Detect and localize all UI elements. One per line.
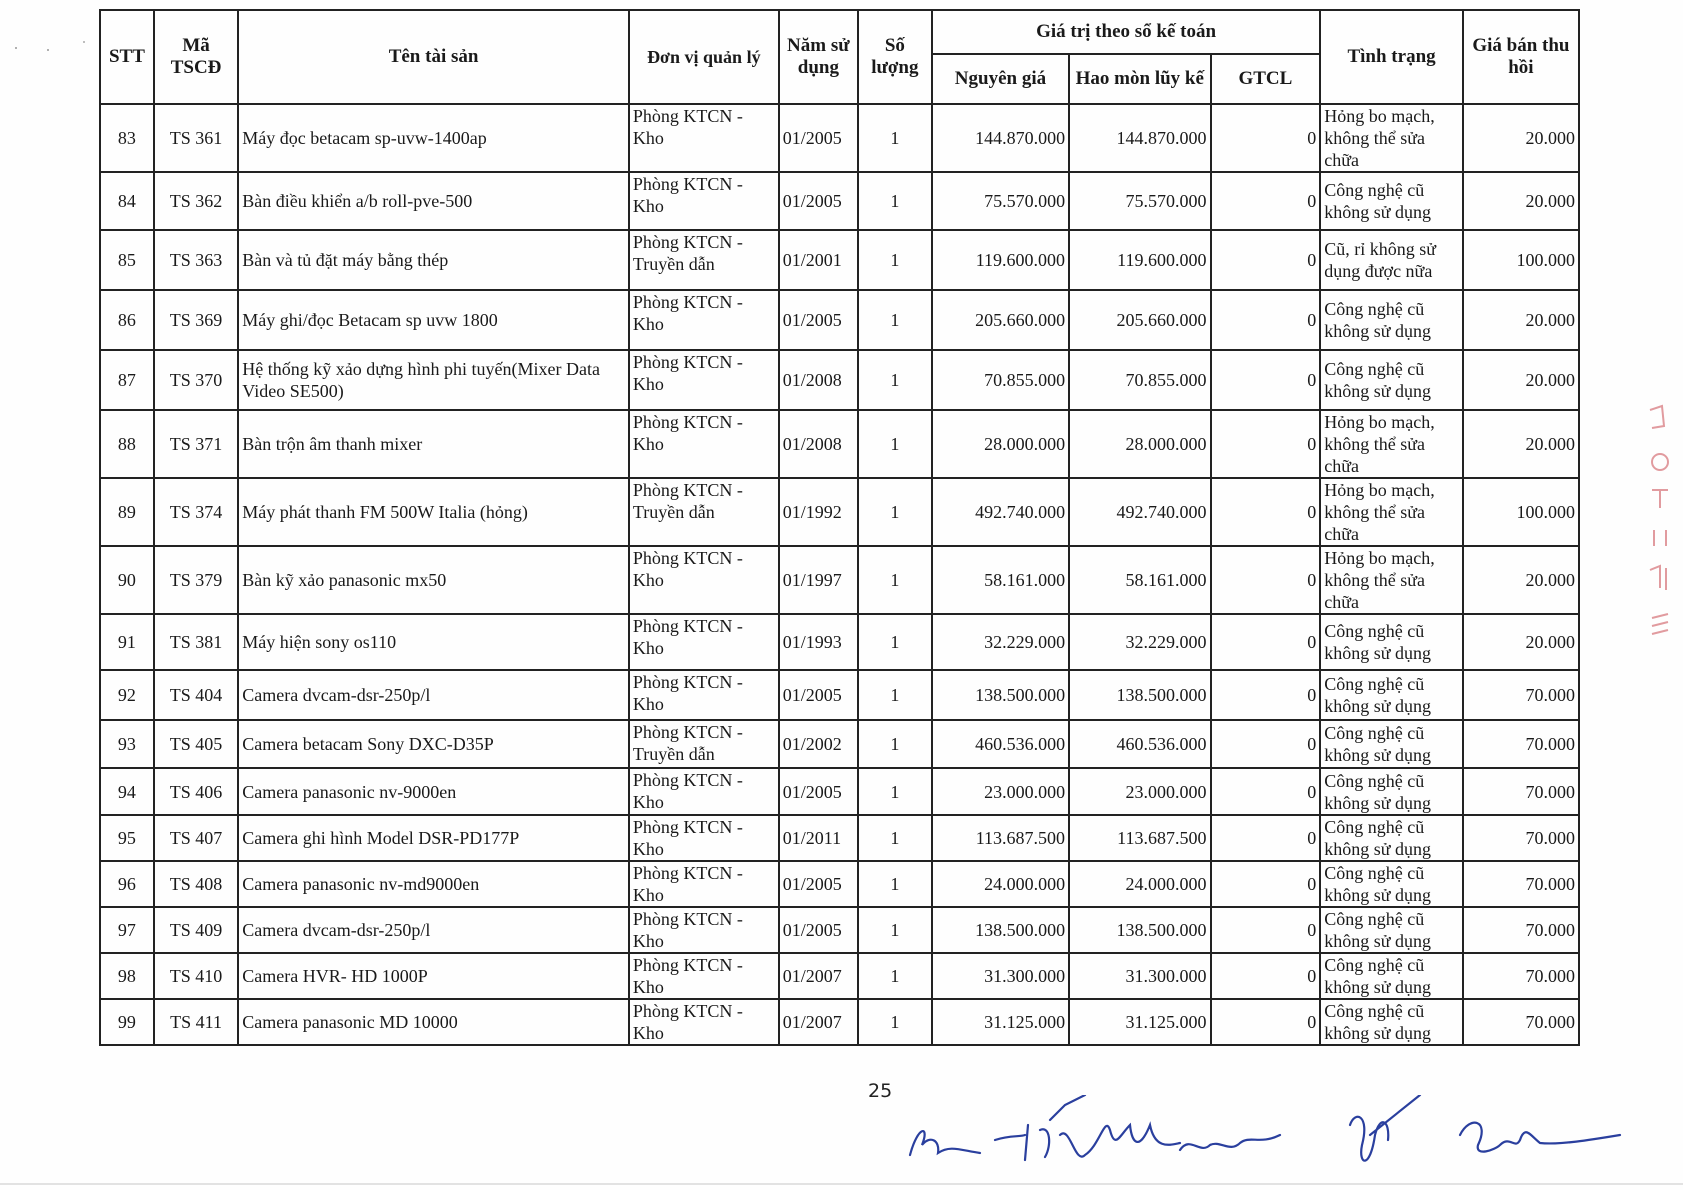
cell-gtcl: 0 xyxy=(1211,815,1321,861)
cell-stt: 97 xyxy=(100,907,154,953)
cell-gtcl: 0 xyxy=(1211,546,1321,614)
cell-asset-name: Máy đọc betacam sp-uvw-1400ap xyxy=(238,104,629,172)
cell-management-unit: Phòng KTCN - Kho xyxy=(629,350,779,410)
cell-accumulated-depreciation: 113.687.500 xyxy=(1069,815,1210,861)
cell-original-cost: 23.000.000 xyxy=(932,768,1069,815)
cell-original-cost: 138.500.000 xyxy=(932,670,1069,720)
signature-2 xyxy=(995,1095,1085,1160)
cell-original-cost: 492.740.000 xyxy=(932,478,1069,546)
table-row xyxy=(100,815,1579,861)
cell-accumulated-depreciation: 144.870.000 xyxy=(1069,104,1210,172)
cell-stt: 96 xyxy=(100,861,154,907)
cell-original-cost: 75.570.000 xyxy=(932,172,1069,230)
table-row xyxy=(100,230,1579,290)
cell-year-of-use: 01/2005 xyxy=(779,768,858,815)
cell-accumulated-depreciation: 24.000.000 xyxy=(1069,861,1210,907)
cell-asset-name: Bàn trộn âm thanh mixer xyxy=(238,410,629,478)
cell-sale-price: 70.000 xyxy=(1463,768,1579,815)
table-row xyxy=(100,478,1579,546)
cell-management-unit: Phòng KTCN - Kho xyxy=(629,546,779,614)
cell-original-cost: 24.000.000 xyxy=(932,861,1069,907)
signature-6 xyxy=(1460,1123,1620,1152)
cell-original-cost: 138.500.000 xyxy=(932,907,1069,953)
cell-original-cost: 32.229.000 xyxy=(932,614,1069,670)
cell-status: Công nghệ cũ không sử dụng xyxy=(1320,768,1463,815)
cell-quantity: 1 xyxy=(858,953,932,999)
cell-asset-name: Camera panasonic MD 10000 xyxy=(238,999,629,1045)
cell-sale-price: 70.000 xyxy=(1463,907,1579,953)
cell-stt: 86 xyxy=(100,290,154,350)
cell-original-cost: 31.125.000 xyxy=(932,999,1069,1045)
cell-accumulated-depreciation: 28.000.000 xyxy=(1069,410,1210,478)
cell-quantity: 1 xyxy=(858,907,932,953)
cell-original-cost: 205.660.000 xyxy=(932,290,1069,350)
cell-quantity: 1 xyxy=(858,720,932,768)
cell-management-unit: Phòng KTCN - Truyền dẫn xyxy=(629,720,779,768)
header-gtcl: GTCL xyxy=(1211,54,1321,104)
cell-asset-code: TS 363 xyxy=(154,230,238,290)
cell-stt: 85 xyxy=(100,230,154,290)
table-row xyxy=(100,172,1579,230)
cell-management-unit: Phòng KTCN - Kho xyxy=(629,861,779,907)
cell-gtcl: 0 xyxy=(1211,290,1321,350)
cell-gtcl: 0 xyxy=(1211,670,1321,720)
cell-asset-name: Bàn điều khiển a/b roll-pve-500 xyxy=(238,172,629,230)
cell-sale-price: 70.000 xyxy=(1463,861,1579,907)
table-row xyxy=(100,907,1579,953)
cell-stt: 95 xyxy=(100,815,154,861)
cell-year-of-use: 01/2005 xyxy=(779,290,858,350)
cell-status: Công nghệ cũ không sử dụng xyxy=(1320,172,1463,230)
signature-4 xyxy=(1180,1135,1280,1150)
cell-year-of-use: 01/2007 xyxy=(779,953,858,999)
cell-sale-price: 100.000 xyxy=(1463,478,1579,546)
cell-year-of-use: 01/2008 xyxy=(779,350,858,410)
cell-stt: 89 xyxy=(100,478,154,546)
scan-speck-marks xyxy=(10,40,90,60)
cell-asset-name: Hệ thống kỹ xảo dựng hình phi tuyến(Mixer Data Video SE500) xyxy=(238,350,629,410)
cell-stt: 99 xyxy=(100,999,154,1045)
table-row xyxy=(100,670,1579,720)
cell-management-unit: Phòng KTCN - Kho xyxy=(629,815,779,861)
cell-sale-price: 20.000 xyxy=(1463,546,1579,614)
cell-year-of-use: 01/1993 xyxy=(779,614,858,670)
cell-asset-code: TS 374 xyxy=(154,478,238,546)
cell-year-of-use: 01/2011 xyxy=(779,815,858,861)
cell-quantity: 1 xyxy=(858,861,932,907)
stamp-fragment-icon xyxy=(1640,400,1680,640)
cell-quantity: 1 xyxy=(858,478,932,546)
cell-accumulated-depreciation: 31.300.000 xyxy=(1069,953,1210,999)
header-sale-price: Giá bán thu hồi xyxy=(1463,10,1579,104)
cell-year-of-use: 01/1997 xyxy=(779,546,858,614)
cell-status: Hỏng bo mạch, không thể sửa chữa xyxy=(1320,478,1463,546)
cell-stt: 84 xyxy=(100,172,154,230)
cell-management-unit: Phòng KTCN - Truyền dẫn xyxy=(629,478,779,546)
cell-accumulated-depreciation: 75.570.000 xyxy=(1069,172,1210,230)
cell-status: Công nghệ cũ không sử dụng xyxy=(1320,290,1463,350)
cell-stt: 91 xyxy=(100,614,154,670)
cell-stt: 92 xyxy=(100,670,154,720)
cell-asset-code: TS 369 xyxy=(154,290,238,350)
cell-gtcl: 0 xyxy=(1211,614,1321,670)
cell-accumulated-depreciation: 119.600.000 xyxy=(1069,230,1210,290)
cell-management-unit: Phòng KTCN - Kho xyxy=(629,104,779,172)
cell-management-unit: Phòng KTCN - Kho xyxy=(629,999,779,1045)
cell-gtcl: 0 xyxy=(1211,720,1321,768)
cell-asset-code: TS 408 xyxy=(154,861,238,907)
cell-asset-name: Camera dvcam-dsr-250p/l xyxy=(238,670,629,720)
cell-management-unit: Phòng KTCN - Kho xyxy=(629,290,779,350)
cell-stt: 87 xyxy=(100,350,154,410)
cell-status: Công nghệ cũ không sử dụng xyxy=(1320,953,1463,999)
cell-asset-code: TS 361 xyxy=(154,104,238,172)
cell-year-of-use: 01/2005 xyxy=(779,172,858,230)
cell-asset-code: TS 404 xyxy=(154,670,238,720)
cell-stt: 90 xyxy=(100,546,154,614)
cell-accumulated-depreciation: 460.536.000 xyxy=(1069,720,1210,768)
cell-accumulated-depreciation: 23.000.000 xyxy=(1069,768,1210,815)
cell-gtcl: 0 xyxy=(1211,350,1321,410)
cell-year-of-use: 01/2005 xyxy=(779,104,858,172)
cell-asset-code: TS 371 xyxy=(154,410,238,478)
cell-stt: 98 xyxy=(100,953,154,999)
signature-3 xyxy=(1060,1125,1180,1157)
cell-gtcl: 0 xyxy=(1211,768,1321,815)
cell-asset-name: Camera panasonic nv-9000en xyxy=(238,768,629,815)
cell-asset-code: TS 411 xyxy=(154,999,238,1045)
cell-asset-name: Máy ghi/đọc Betacam sp uvw 1800 xyxy=(238,290,629,350)
cell-asset-name: Camera dvcam-dsr-250p/l xyxy=(238,907,629,953)
cell-asset-name: Camera betacam Sony DXC-D35P xyxy=(238,720,629,768)
cell-stt: 94 xyxy=(100,768,154,815)
cell-gtcl: 0 xyxy=(1211,953,1321,999)
cell-gtcl: 0 xyxy=(1211,907,1321,953)
cell-sale-price: 20.000 xyxy=(1463,350,1579,410)
header-management-unit: Đơn vị quản lý xyxy=(629,10,779,104)
cell-status: Công nghệ cũ không sử dụng xyxy=(1320,861,1463,907)
asset-table xyxy=(99,9,1580,1046)
table-row xyxy=(100,410,1579,478)
cell-status: Công nghệ cũ không sử dụng xyxy=(1320,350,1463,410)
cell-stt: 83 xyxy=(100,104,154,172)
header-year-of-use: Năm sử dụng xyxy=(779,10,858,104)
header-accumulated-depreciation: Hao mòn lũy kế xyxy=(1069,54,1210,104)
cell-asset-code: TS 379 xyxy=(154,546,238,614)
cell-status: Cũ, rỉ không sử dụng được nữa xyxy=(1320,230,1463,290)
cell-accumulated-depreciation: 492.740.000 xyxy=(1069,478,1210,546)
cell-quantity: 1 xyxy=(858,410,932,478)
cell-accumulated-depreciation: 58.161.000 xyxy=(1069,546,1210,614)
cell-gtcl: 0 xyxy=(1211,478,1321,546)
cell-quantity: 1 xyxy=(858,172,932,230)
signature-1 xyxy=(910,1131,980,1155)
cell-status: Công nghệ cũ không sử dụng xyxy=(1320,670,1463,720)
cell-asset-name: Bàn và tủ đặt máy bằng thép xyxy=(238,230,629,290)
cell-management-unit: Phòng KTCN - Kho xyxy=(629,953,779,999)
page-number: 25 xyxy=(868,1080,893,1102)
cell-status: Công nghệ cũ không sử dụng xyxy=(1320,720,1463,768)
cell-management-unit: Phòng KTCN - Kho xyxy=(629,907,779,953)
cell-status: Hỏng bo mạch, không thể sửa chữa xyxy=(1320,546,1463,614)
cell-original-cost: 31.300.000 xyxy=(932,953,1069,999)
cell-gtcl: 0 xyxy=(1211,999,1321,1045)
cell-asset-code: TS 409 xyxy=(154,907,238,953)
cell-asset-name: Máy hiện sony os110 xyxy=(238,614,629,670)
cell-status: Công nghệ cũ không sử dụng xyxy=(1320,907,1463,953)
cell-quantity: 1 xyxy=(858,290,932,350)
cell-asset-name: Camera ghi hình Model DSR-PD177P xyxy=(238,815,629,861)
cell-sale-price: 70.000 xyxy=(1463,953,1579,999)
scan-edge xyxy=(0,1183,1683,1185)
cell-management-unit: Phòng KTCN - Kho xyxy=(629,410,779,478)
cell-management-unit: Phòng KTCN - Truyền dẫn xyxy=(629,230,779,290)
cell-sale-price: 70.000 xyxy=(1463,815,1579,861)
cell-sale-price: 70.000 xyxy=(1463,720,1579,768)
table-row xyxy=(100,614,1579,670)
cell-asset-code: TS 362 xyxy=(154,172,238,230)
table-row xyxy=(100,999,1579,1045)
table-row xyxy=(100,546,1579,614)
cell-quantity: 1 xyxy=(858,350,932,410)
cell-quantity: 1 xyxy=(858,999,932,1045)
cell-year-of-use: 01/1992 xyxy=(779,478,858,546)
cell-management-unit: Phòng KTCN - Kho xyxy=(629,670,779,720)
cell-accumulated-depreciation: 138.500.000 xyxy=(1069,670,1210,720)
table-row xyxy=(100,720,1579,768)
cell-original-cost: 70.855.000 xyxy=(932,350,1069,410)
cell-management-unit: Phòng KTCN - Kho xyxy=(629,614,779,670)
cell-accumulated-depreciation: 138.500.000 xyxy=(1069,907,1210,953)
cell-sale-price: 20.000 xyxy=(1463,172,1579,230)
cell-quantity: 1 xyxy=(858,546,932,614)
cell-quantity: 1 xyxy=(858,614,932,670)
signature-5 xyxy=(1350,1095,1420,1161)
header-original-cost: Nguyên giá xyxy=(932,54,1069,104)
cell-asset-name: Camera panasonic nv-md9000en xyxy=(238,861,629,907)
cell-status: Công nghệ cũ không sử dụng xyxy=(1320,815,1463,861)
cell-management-unit: Phòng KTCN - Kho xyxy=(629,768,779,815)
header-asset-name: Tên tài sản xyxy=(238,10,629,104)
signatures xyxy=(900,1095,1640,1175)
cell-accumulated-depreciation: 32.229.000 xyxy=(1069,614,1210,670)
table-row xyxy=(100,861,1579,907)
cell-asset-name: Máy phát thanh FM 500W Italia (hỏng) xyxy=(238,478,629,546)
cell-status: Hỏng bo mạch, không thể sửa chữa xyxy=(1320,410,1463,478)
cell-year-of-use: 01/2002 xyxy=(779,720,858,768)
cell-asset-code: TS 410 xyxy=(154,953,238,999)
cell-gtcl: 0 xyxy=(1211,230,1321,290)
header-code: Mã TSCĐ xyxy=(154,10,238,104)
header-status: Tình trạng xyxy=(1320,10,1463,104)
cell-quantity: 1 xyxy=(858,815,932,861)
cell-asset-code: TS 407 xyxy=(154,815,238,861)
cell-year-of-use: 01/2005 xyxy=(779,907,858,953)
cell-year-of-use: 01/2001 xyxy=(779,230,858,290)
header-quantity: Số lượng xyxy=(858,10,932,104)
cell-accumulated-depreciation: 70.855.000 xyxy=(1069,350,1210,410)
cell-asset-code: TS 381 xyxy=(154,614,238,670)
cell-gtcl: 0 xyxy=(1211,410,1321,478)
cell-gtcl: 0 xyxy=(1211,104,1321,172)
table-row xyxy=(100,104,1579,172)
cell-sale-price: 20.000 xyxy=(1463,410,1579,478)
cell-quantity: 1 xyxy=(858,670,932,720)
cell-status: Công nghệ cũ không sử dụng xyxy=(1320,614,1463,670)
cell-quantity: 1 xyxy=(858,768,932,815)
cell-asset-code: TS 405 xyxy=(154,720,238,768)
table-row xyxy=(100,953,1579,999)
table-row xyxy=(100,290,1579,350)
cell-year-of-use: 01/2005 xyxy=(779,670,858,720)
cell-sale-price: 20.000 xyxy=(1463,104,1579,172)
cell-quantity: 1 xyxy=(858,230,932,290)
cell-management-unit: Phòng KTCN - Kho xyxy=(629,172,779,230)
cell-original-cost: 144.870.000 xyxy=(932,104,1069,172)
cell-year-of-use: 01/2005 xyxy=(779,861,858,907)
cell-gtcl: 0 xyxy=(1211,861,1321,907)
cell-accumulated-depreciation: 205.660.000 xyxy=(1069,290,1210,350)
cell-year-of-use: 01/2008 xyxy=(779,410,858,478)
cell-asset-name: Camera HVR- HD 1000P xyxy=(238,953,629,999)
table-row xyxy=(100,768,1579,815)
red-stamp-edge xyxy=(1640,400,1680,640)
cell-original-cost: 460.536.000 xyxy=(932,720,1069,768)
header-book-value-group: Giá trị theo sổ kế toán xyxy=(932,10,1320,54)
cell-original-cost: 28.000.000 xyxy=(932,410,1069,478)
cell-original-cost: 58.161.000 xyxy=(932,546,1069,614)
cell-original-cost: 119.600.000 xyxy=(932,230,1069,290)
cell-sale-price: 20.000 xyxy=(1463,290,1579,350)
cell-gtcl: 0 xyxy=(1211,172,1321,230)
cell-status: Hỏng bo mạch, không thể sửa chữa xyxy=(1320,104,1463,172)
cell-stt: 88 xyxy=(100,410,154,478)
cell-sale-price: 70.000 xyxy=(1463,670,1579,720)
cell-sale-price: 70.000 xyxy=(1463,999,1579,1045)
header-stt: STT xyxy=(100,10,154,104)
cell-year-of-use: 01/2007 xyxy=(779,999,858,1045)
table-row xyxy=(100,350,1579,410)
cell-original-cost: 113.687.500 xyxy=(932,815,1069,861)
cell-sale-price: 100.000 xyxy=(1463,230,1579,290)
cell-sale-price: 20.000 xyxy=(1463,614,1579,670)
cell-asset-code: TS 370 xyxy=(154,350,238,410)
cell-accumulated-depreciation: 31.125.000 xyxy=(1069,999,1210,1045)
cell-stt: 93 xyxy=(100,720,154,768)
cell-asset-code: TS 406 xyxy=(154,768,238,815)
cell-quantity: 1 xyxy=(858,104,932,172)
cell-asset-name: Bàn kỹ xảo panasonic mx50 xyxy=(238,546,629,614)
cell-status: Công nghệ cũ không sử dụng xyxy=(1320,999,1463,1045)
